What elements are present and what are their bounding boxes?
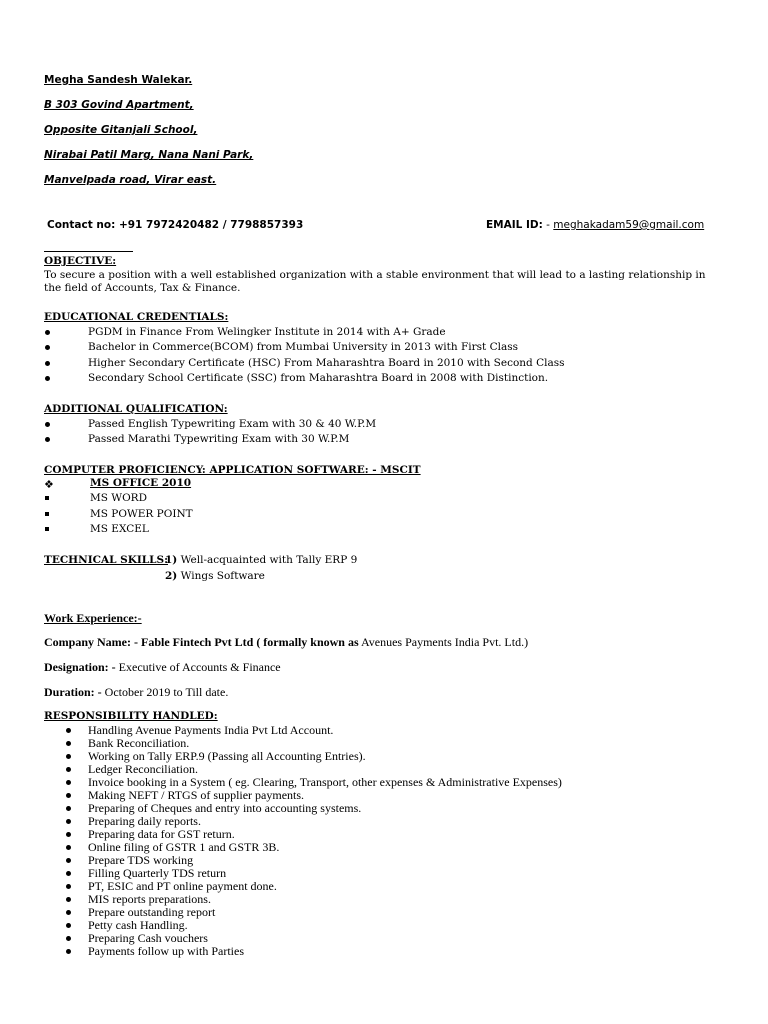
bullet-icon bbox=[66, 936, 72, 942]
address-line-4: Manvelpada road, Virar east. bbox=[44, 174, 217, 186]
bullet-icon bbox=[44, 374, 52, 382]
responsibility-item: Filling Quarterly TDS return bbox=[88, 866, 227, 880]
bullet-icon bbox=[44, 343, 52, 351]
responsibility-item: Prepare outstanding report bbox=[88, 905, 216, 919]
education-item: Secondary School Certificate (SSC) from Maharashtra Board in 2008 with Distinction. bbox=[88, 372, 549, 384]
software-item: MS POWER POINT bbox=[90, 508, 193, 520]
designation-value: Executive of Accounts & Finance bbox=[115, 660, 281, 674]
responsibility-item: Preparing daily reports. bbox=[88, 814, 201, 828]
responsibility-item: Online filing of GSTR 1 and GSTR 3B. bbox=[88, 840, 280, 854]
technical-number: 2) bbox=[165, 570, 178, 582]
bullet-icon bbox=[66, 780, 72, 786]
responsibility-item: Making NEFT / RTGS of supplier payments. bbox=[88, 788, 305, 802]
computer-heading: COMPUTER PROFICIENCY: APPLICATION SOFTWARE: - MSCIT bbox=[44, 464, 421, 476]
bullet-icon bbox=[66, 767, 72, 773]
responsibility-item: Payments follow up with Parties bbox=[88, 944, 244, 958]
work-heading: Work Experience:- bbox=[44, 611, 142, 625]
bullet-icon bbox=[66, 754, 72, 760]
bullet-icon bbox=[66, 741, 72, 747]
bullet-icon bbox=[66, 949, 72, 955]
square-bullet-icon bbox=[44, 524, 52, 532]
responsibility-item: Bank Reconciliation. bbox=[88, 736, 190, 750]
responsibility-item: Prepare TDS working bbox=[88, 853, 194, 867]
additional-item: Passed Marathi Typewriting Exam with 30 W.P.M bbox=[88, 433, 350, 445]
bullet-icon bbox=[66, 858, 72, 864]
technical-text: Wings Software bbox=[177, 570, 265, 582]
bullet-icon bbox=[66, 728, 72, 734]
duration-label: Duration: - bbox=[44, 685, 102, 699]
additional-heading: ADDITIONAL QUALIFICATION: bbox=[44, 403, 228, 415]
responsibility-heading: RESPONSIBILITY HANDLED: bbox=[44, 710, 218, 722]
address-line-2: Opposite Gitanjali School, bbox=[44, 124, 198, 136]
additional-item: Passed English Typewriting Exam with 30 & 40 W.P.M bbox=[88, 418, 377, 430]
objective-heading: OBJECTIVE: bbox=[44, 255, 117, 267]
responsibility-item: Petty cash Handling. bbox=[88, 918, 188, 932]
designation-line bbox=[44, 660, 281, 675]
company-line bbox=[44, 635, 528, 650]
responsibility-item: Ledger Reconciliation. bbox=[88, 762, 198, 776]
duration-line bbox=[44, 685, 228, 700]
bullet-icon bbox=[66, 793, 72, 799]
education-item: PGDM in Finance From Welingker Institute in 2014 with A+ Grade bbox=[88, 326, 446, 338]
software-item: MS EXCEL bbox=[90, 523, 149, 535]
technical-item bbox=[165, 570, 265, 582]
company-label: Company Name: - Fable Fintech Pvt Ltd ( formally known as bbox=[44, 635, 359, 649]
ms-office-label: MS OFFICE 2010 bbox=[90, 477, 192, 489]
responsibility-item: Preparing data for GST return. bbox=[88, 827, 235, 841]
email-separator: - bbox=[542, 219, 554, 231]
technical-text: Well-acquainted with Tally ERP 9 bbox=[177, 554, 358, 566]
diamond-bullet-icon: ❖ bbox=[44, 478, 54, 491]
bullet-icon bbox=[44, 328, 52, 336]
bullet-icon bbox=[66, 897, 72, 903]
designation-label: Designation: - bbox=[44, 660, 116, 674]
bullet-icon bbox=[66, 884, 72, 890]
divider-line bbox=[44, 251, 133, 252]
education-item: Bachelor in Commerce(BCOM) from Mumbai University in 2013 with First Class bbox=[88, 341, 519, 353]
responsibility-item: Preparing Cash vouchers bbox=[88, 931, 208, 945]
bullet-icon bbox=[66, 923, 72, 929]
bullet-icon bbox=[66, 832, 72, 838]
technical-item bbox=[165, 554, 357, 566]
responsibility-item: PT, ESIC and PT online payment done. bbox=[88, 879, 277, 893]
technical-number: 1) bbox=[165, 554, 178, 566]
responsibility-item: Working on Tally ERP.9 (Passing all Accounting Entries). bbox=[88, 749, 366, 763]
email-line bbox=[486, 219, 704, 231]
bullet-icon bbox=[66, 871, 72, 877]
responsibility-item: Handling Avenue Payments India Pvt Ltd Account. bbox=[88, 723, 334, 737]
email-label: EMAIL ID: bbox=[486, 219, 543, 231]
square-bullet-icon bbox=[44, 493, 52, 501]
square-bullet-icon bbox=[44, 509, 52, 517]
objective-text: To secure a position with a well established organization with a stable environment that will lead to a lasting relationship in the field of Accounts, Tax & Finance. bbox=[44, 269, 706, 294]
responsibility-item: MIS reports preparations. bbox=[88, 892, 211, 906]
software-item: MS WORD bbox=[90, 492, 148, 504]
responsibility-item: Preparing of Cheques and entry into accounting systems. bbox=[88, 801, 362, 815]
duration-value: October 2019 to Till date. bbox=[101, 685, 229, 699]
bullet-icon bbox=[66, 910, 72, 916]
education-heading: EDUCATIONAL CREDENTIALS: bbox=[44, 311, 229, 323]
address-line-1: B 303 Govind Apartment, bbox=[44, 99, 194, 111]
address-line-3: Nirabai Patil Marg, Nana Nani Park, bbox=[44, 149, 254, 161]
bullet-icon bbox=[44, 435, 52, 443]
bullet-icon bbox=[66, 845, 72, 851]
contact-number: Contact no: +91 7972420482 / 7798857393 bbox=[47, 219, 304, 231]
bullet-icon bbox=[66, 806, 72, 812]
responsibility-item: Invoice booking in a System ( eg. Clearing, Transport, other expenses & Administrative Expenses) bbox=[88, 775, 562, 789]
company-value: Avenues Payments India Pvt. Ltd.) bbox=[358, 635, 529, 649]
bullet-icon bbox=[44, 359, 52, 367]
education-item: Higher Secondary Certificate (HSC) From Maharashtra Board in 2010 with Second Class bbox=[88, 357, 565, 369]
technical-heading: TECHNICAL SKILLS: bbox=[44, 554, 168, 566]
email-link[interactable]: meghakadam59@gmail.com bbox=[553, 219, 705, 231]
bullet-icon bbox=[44, 420, 52, 428]
bullet-icon bbox=[66, 819, 72, 825]
candidate-name: Megha Sandesh Walekar. bbox=[44, 74, 193, 86]
